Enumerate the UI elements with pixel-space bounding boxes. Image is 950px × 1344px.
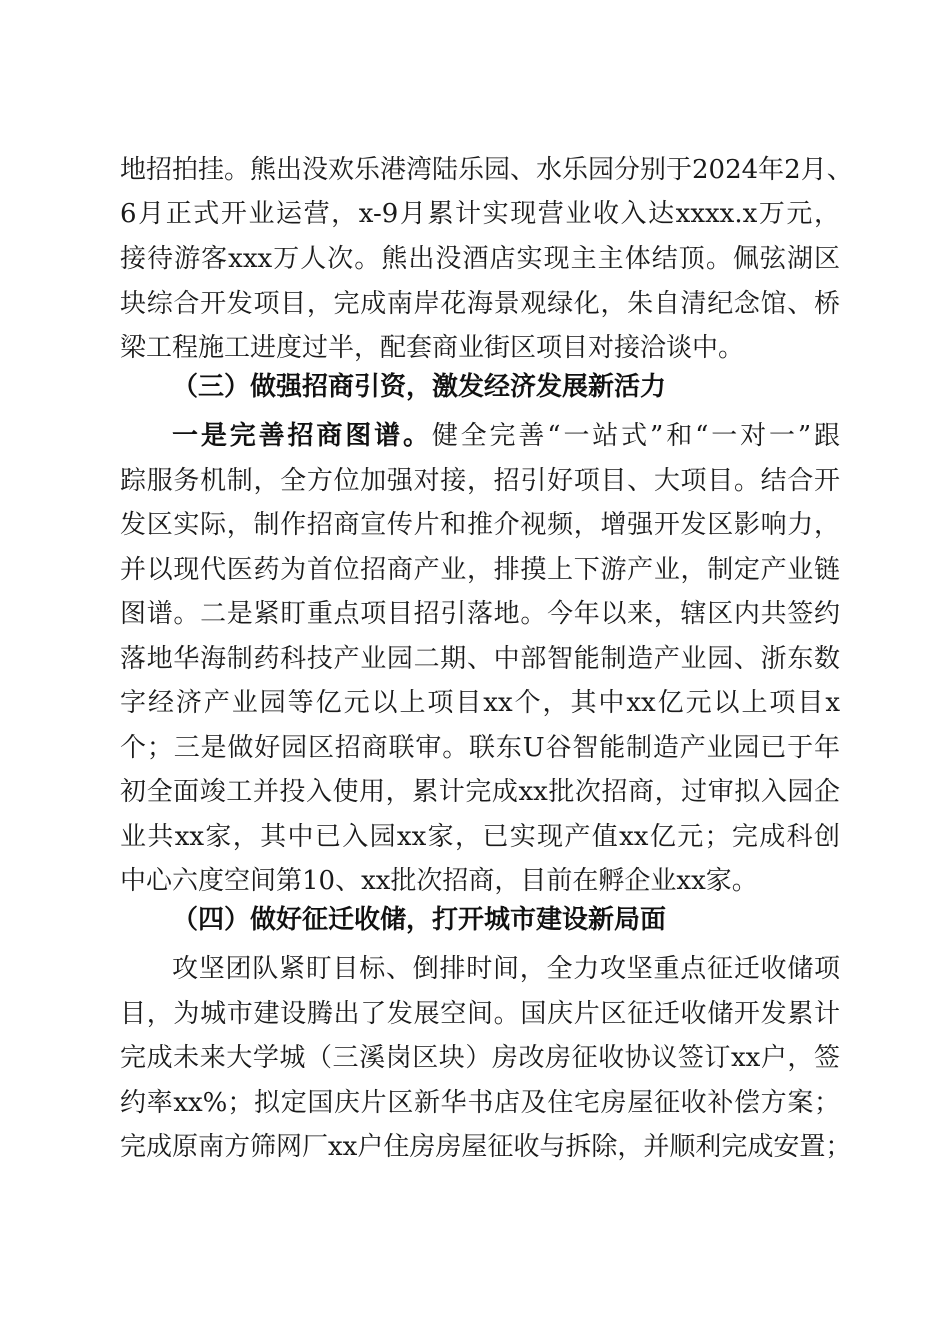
- paragraph-2-lead: 一是完善招商图谱。: [172, 421, 432, 451]
- paragraph-2-line-3: 发区实际，制作招商宣传片和推介视频，增强开发区影响力，: [120, 510, 840, 540]
- paragraph-2-line-7: 字经济产业园等亿元以上项目xx个，其中xx亿元以上项目x: [120, 688, 840, 718]
- paragraph-2-line-5: 图谱。二是紧盯重点项目招引落地。今年以来，辖区内共签约: [120, 599, 840, 629]
- paragraph-2-line-9: 初全面竣工并投入使用，累计完成xx批次招商，过审拟入园企: [120, 777, 840, 807]
- paragraph-2-line-1: [172, 414, 840, 458]
- paragraph-1-line-2: 6月正式开业运营，x-9月累计实现营业收入达xxxx.x万元，: [120, 199, 840, 229]
- paragraph-2-line-8: 个；三是做好园区招商联审。联东U谷智能制造产业园已于年: [120, 733, 840, 763]
- section-heading-4: （四）做好征迁收储，打开城市建设新局面: [172, 905, 667, 935]
- paragraph-2-line-10: 业共xx家，其中已入园xx家，已实现产值xx亿元；完成科创: [120, 822, 840, 852]
- paragraph-2-line-1-rest: 健全完善“一站式”和“一对一”跟: [431, 421, 840, 451]
- paragraph-1-line-4: 块综合开发项目，完成南岸花海景观绿化，朱自清纪念馆、桥: [120, 289, 840, 319]
- paragraph-3-line-4: 约率xx%；拟定国庆片区新华书店及住宅房屋征收补偿方案；: [120, 1088, 840, 1118]
- paragraph-1-line-3: 接待游客xxx万人次。熊出没酒店实现主主体结顶。佩弦湖区: [120, 244, 840, 274]
- paragraph-3-line-5: 完成原南方筛网厂xx户住房房屋征收与拆除，并顺利完成安置；: [120, 1132, 852, 1162]
- paragraph-1-line-1: 地招拍挂。熊出没欢乐港湾陆乐园、水乐园分别于2024年2月、: [120, 155, 853, 185]
- paragraph-1-line-5: 梁工程施工进度过半，配套商业街区项目对接洽谈中。: [120, 333, 745, 363]
- paragraph-3-line-2: 目，为城市建设腾出了发展空间。国庆片区征迁收储开发累计: [120, 999, 840, 1029]
- section-heading-3: （三）做强招商引资，激发经济发展新活力: [172, 372, 667, 402]
- paragraph-2-line-6: 落地华海制药科技产业园二期、中部智能制造产业园、浙东数: [120, 644, 840, 674]
- paragraph-2-line-11: 中心六度空间第10、xx批次招商，目前在孵企业xx家。: [120, 866, 758, 896]
- paragraph-3-line-1: 攻坚团队紧盯目标、倒排时间，全力攻坚重点征迁收储项: [172, 954, 840, 984]
- paragraph-3-line-3: 完成未来大学城（三溪岗区块）房改房征收协议签订xx户，签: [120, 1043, 840, 1073]
- paragraph-2-line-4: 并以现代医药为首位招商产业，排摸上下游产业，制定产业链: [120, 555, 840, 585]
- paragraph-2-line-2: 踪服务机制，全方位加强对接，招引好项目、大项目。结合开: [120, 466, 840, 496]
